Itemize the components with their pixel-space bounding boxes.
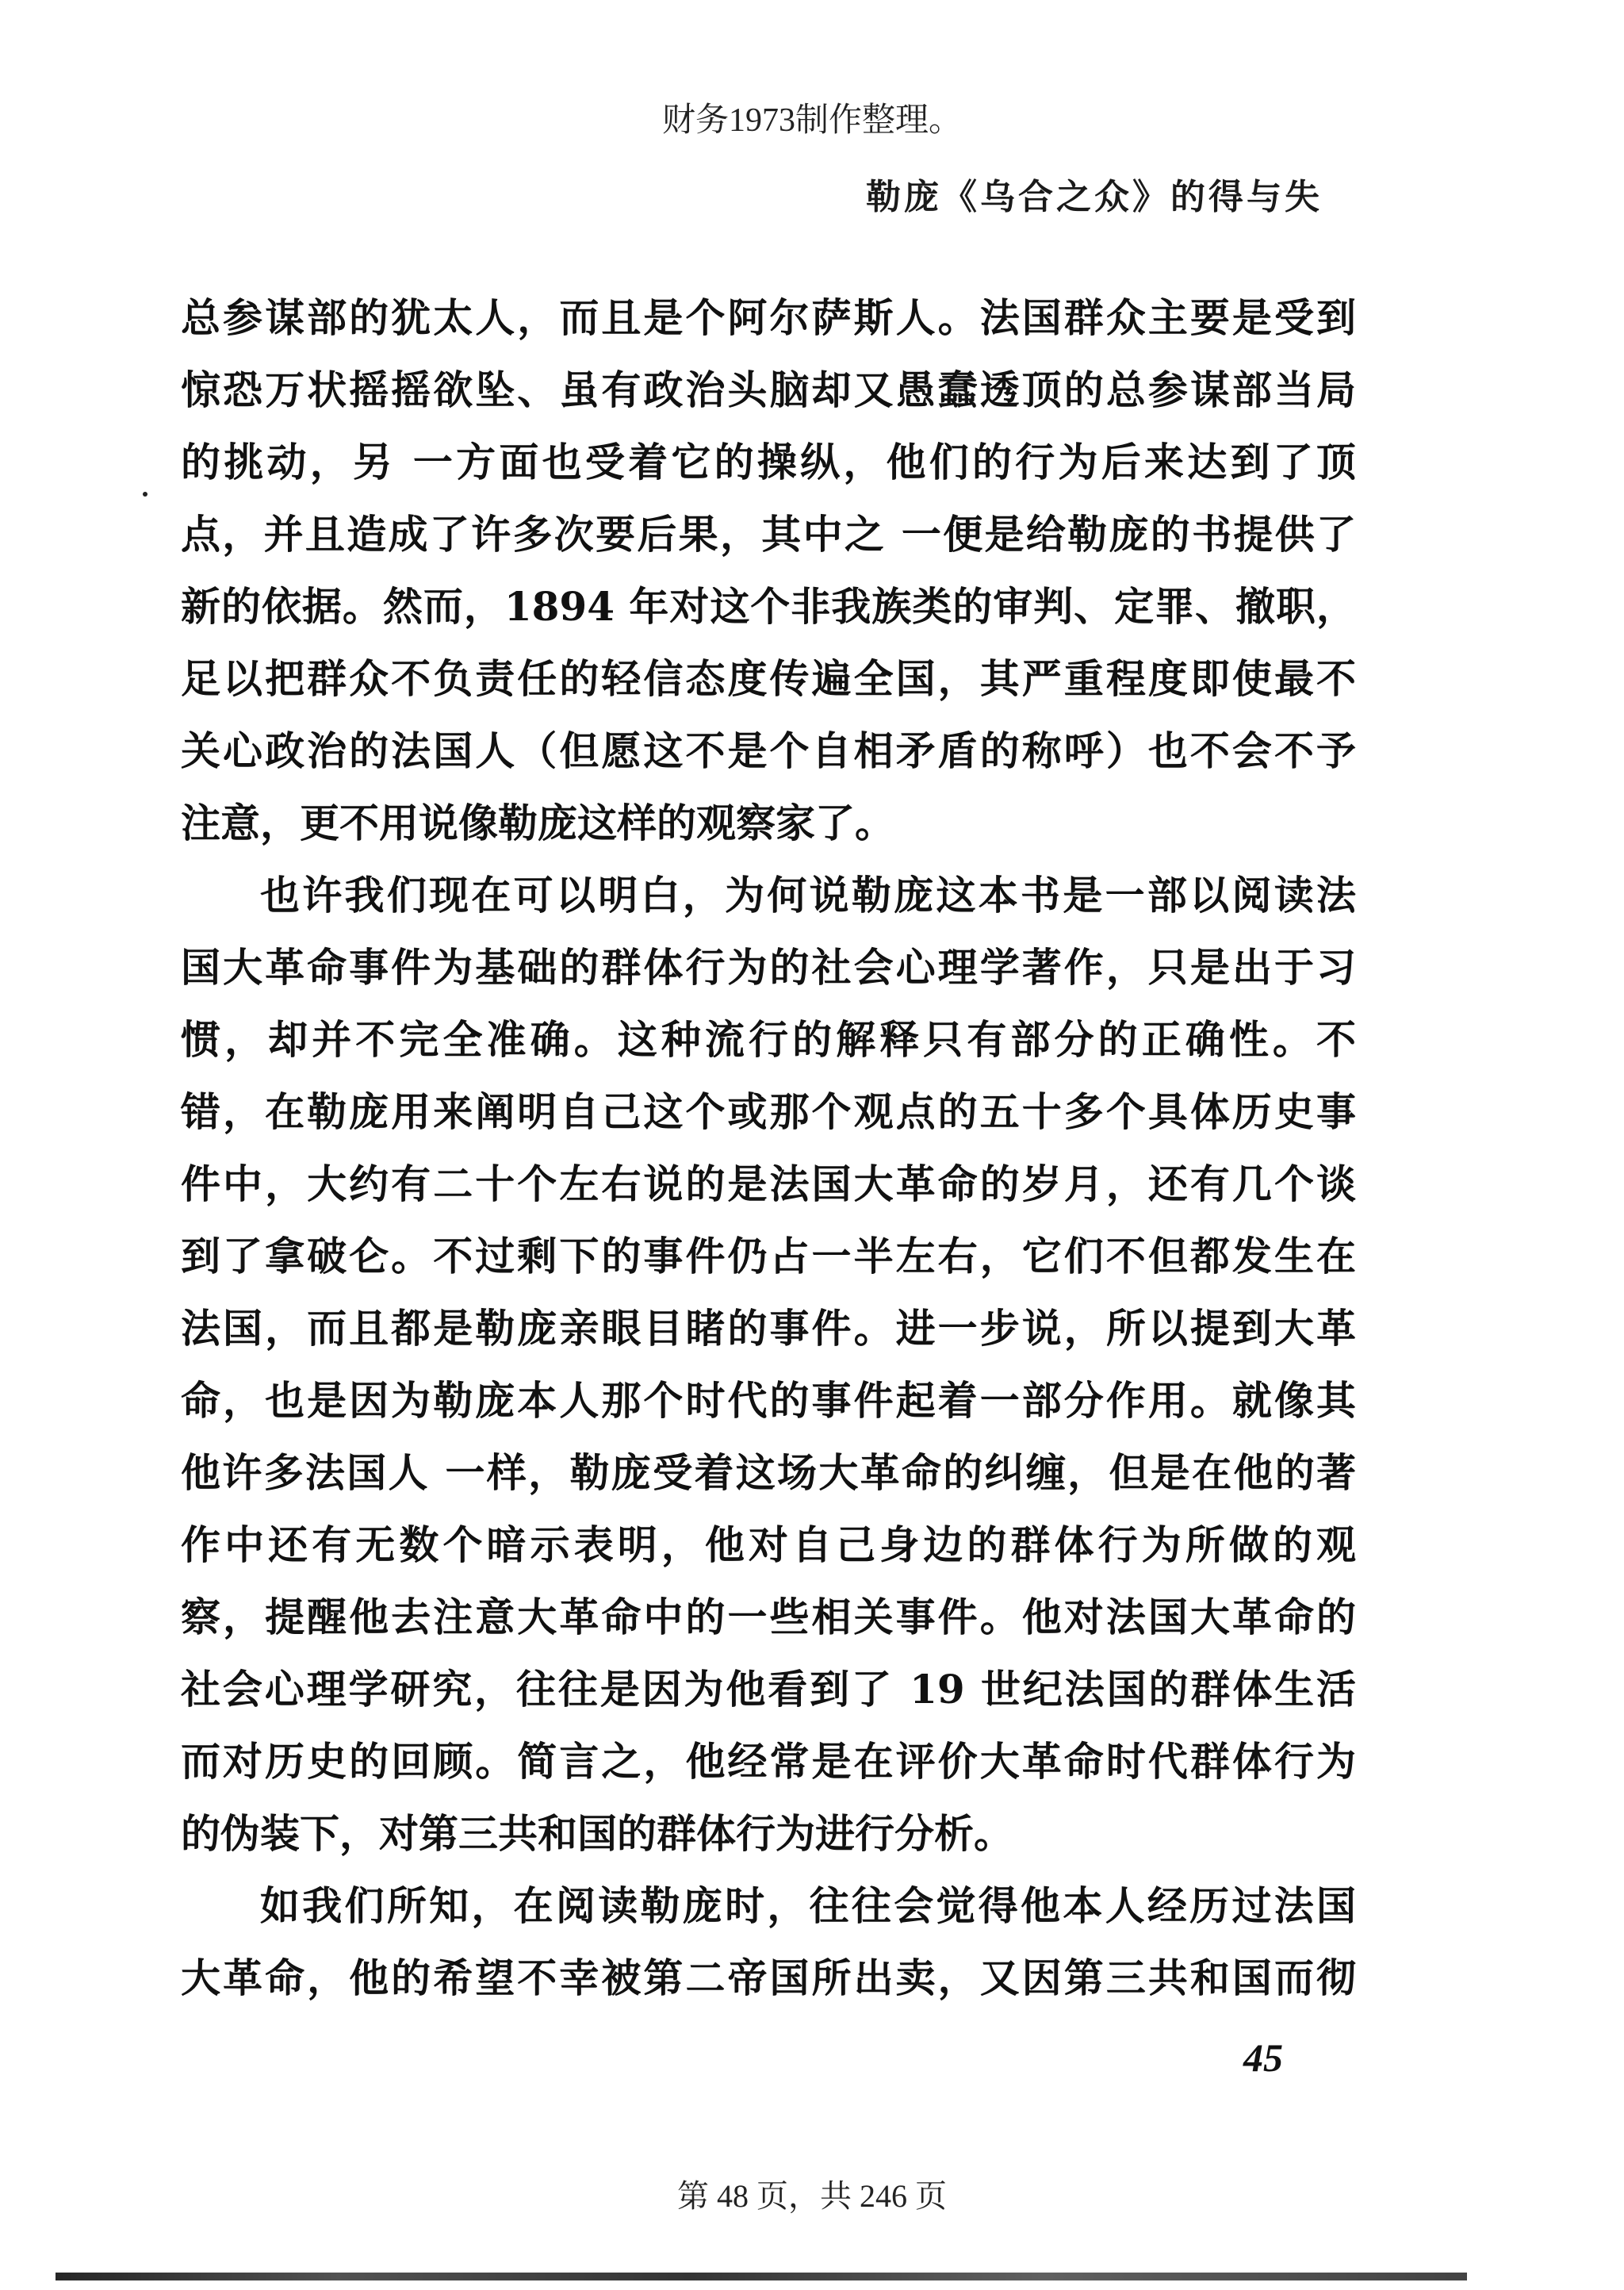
text-line: 而对历史的回顾。简言之，他经常是在评价大革命时代群体行为 xyxy=(181,1738,1356,1785)
text-line: 惊恐万状摇摇欲坠、虽有政治头脑却又愚蠢透顶的总参谋部当局 xyxy=(181,366,1356,413)
body-text xyxy=(181,282,1356,2014)
text-line: 点，并且造成了许多次要后果，其中之 一便是给勒庞的书提供了 xyxy=(181,511,1356,558)
text-line: 惯，却并不完全准确。这种流行的解释只有部分的正确性。不 xyxy=(181,1016,1356,1063)
text-line: 也许我们现在可以明白，为何说勒庞这本书是一部以阅读法 xyxy=(260,872,1356,919)
page-footer: 第 48 页，共 246 页 xyxy=(677,2178,947,2214)
text-line: 注意，更不用说像勒庞这样的观察家了。 xyxy=(181,800,894,846)
text-line: 作中还有无数个暗示表明，他对自己身边的群体行为所做的观 xyxy=(181,1521,1356,1568)
text-line: 新的依据。然而，1894 年对这个非我族类的审判、定罪、撤职， xyxy=(181,583,1356,630)
text-line: 到了拿破仑。不过剩下的事件仍占一半左右，它们不但都发生在 xyxy=(181,1233,1356,1279)
text-line: 关心政治的法国人（但愿这不是个自相矛盾的称呼）也不会不予 xyxy=(181,727,1356,774)
text-line: 大革命，他的希望不幸被第二帝国所出卖，又因第三共和国而彻 xyxy=(181,1954,1356,2001)
text-line: 法国，而且都是勒庞亲眼目睹的事件。进一步说，所以提到大革 xyxy=(181,1305,1356,1352)
text-line: 察，提醒他去注意大革命中的一些相关事件。他对法国大革命的 xyxy=(181,1594,1356,1640)
text-line: 如我们所知，在阅读勒庞时，往往会觉得他本人经历过法国 xyxy=(260,1882,1356,1929)
paragraph xyxy=(181,282,1356,859)
paragraph xyxy=(181,859,1356,1870)
scan-edge-artifact xyxy=(56,2273,1467,2280)
paragraph xyxy=(181,1870,1356,2014)
running-head-title: 勒庞《乌合之众》的得与失 xyxy=(866,177,1323,217)
text-line: 的伪装下，对第三共和国的群体行为进行分析。 xyxy=(181,1810,1013,1857)
text-line: 件中，大约有二十个左右说的是法国大革命的岁月，还有几个谈 xyxy=(181,1160,1356,1207)
watermark-text: 财务1973制作整理。 xyxy=(661,102,962,139)
text-line: 他许多法国人 一样，勒庞受着这场大革命的纠缠，但是在他的著 xyxy=(181,1449,1356,1496)
text-line: 社会心理学研究，往往是因为他看到了 19 世纪法国的群体生活 xyxy=(181,1666,1356,1713)
text-line: 足以把群众不负责任的轻信态度传遍全国，其严重程度即使最不 xyxy=(181,655,1356,702)
margin-dot xyxy=(143,492,147,497)
text-line: 的挑动，另 一方面也受着它的操纵，他们的行为后来达到了顶 xyxy=(181,439,1356,485)
page-number: 45 xyxy=(1243,2035,1283,2080)
text-line: 错，在勒庞用来阐明自己这个或那个观点的五十多个具体历史事 xyxy=(181,1088,1356,1135)
text-line: 国大革命事件为基础的群体行为的社会心理学著作，只是出于习 xyxy=(181,944,1356,991)
text-line: 总参谋部的犹太人，而且是个阿尔萨斯人。法国群众主要是受到 xyxy=(181,294,1356,341)
text-line: 命，也是因为勒庞本人那个时代的事件起着一部分作用。就像其 xyxy=(181,1377,1356,1424)
